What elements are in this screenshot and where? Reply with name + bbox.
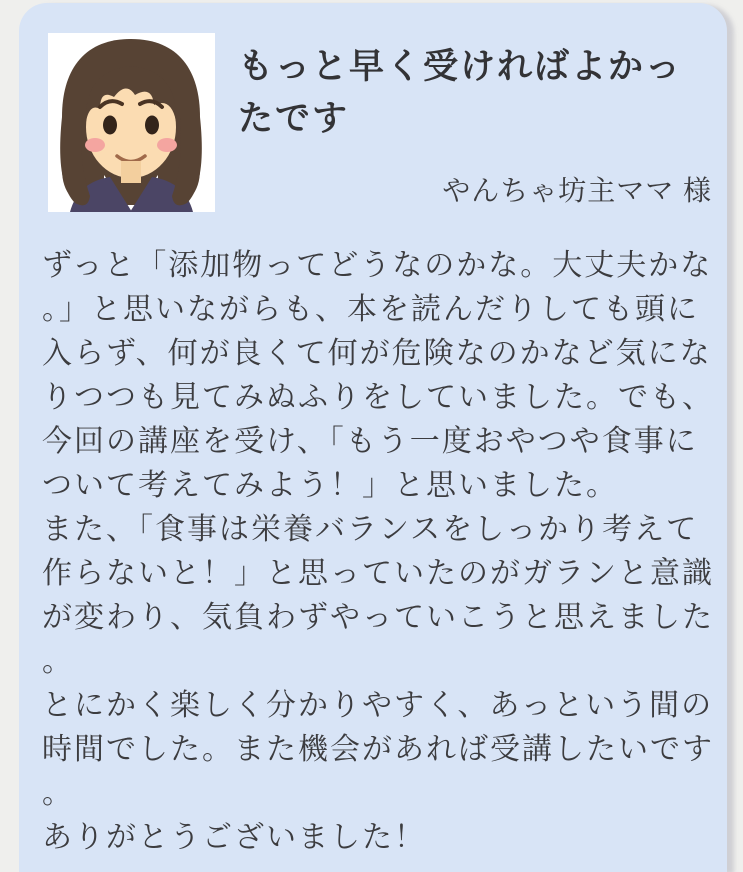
avatar (48, 33, 215, 212)
body-paragraph: とにかく楽しく分かりやすく、あっという間の時間でした。また機会があれば受講したいです。 (42, 689, 714, 810)
body-paragraph: また、「食事は栄養バランスをしっかり考えて作らないと！」と思っていたのがガランと意識が変わり、気負わずやっていこうと思えました。 (42, 513, 714, 678)
body-paragraph: ずっと「添加物ってどうなのかな。大丈夫かな。」と思いながらも、本を読んだりしても頭に入らず、何が良くて何が危険なのかなど気になりつつも見てみぬふりをしていました。でも、今回の講座を受け、「もう一度おやつや食事について考えてみよう！」と思いました。 (42, 249, 714, 502)
testimonial-body (42, 244, 716, 860)
author-name: やんちゃ坊主ママ 様 (442, 175, 712, 206)
woman-avatar-illustration (48, 33, 215, 212)
testimonial-title: もっと早く受ければよかったです (238, 47, 683, 138)
body-paragraph: ありがとうございました！ (42, 821, 426, 854)
testimonial-card (19, 3, 727, 872)
